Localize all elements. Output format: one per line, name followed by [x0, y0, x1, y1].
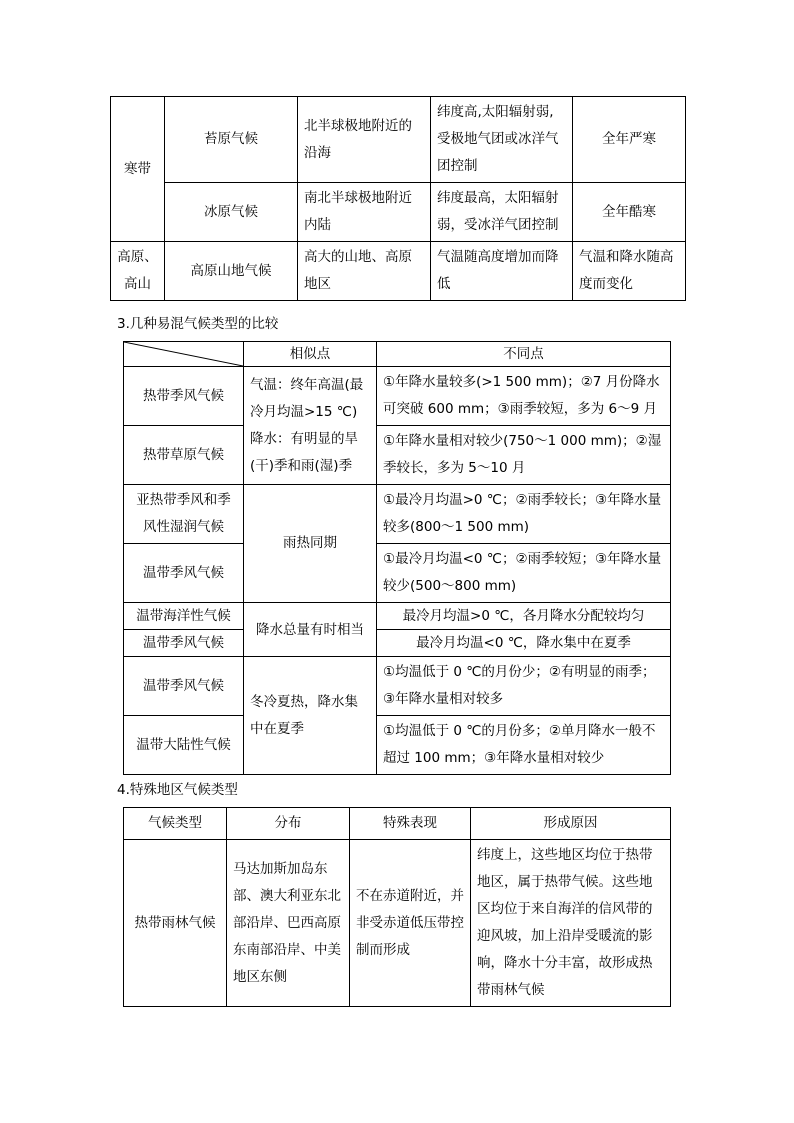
special-climate-table: [123, 807, 671, 1007]
header-cause: 形成原因: [471, 808, 671, 840]
climate-type-cell: 高原山地气候: [165, 242, 298, 301]
header-similarity: 相似点: [244, 342, 377, 367]
climate-table-continued: [110, 96, 686, 301]
header-special: 特殊表现: [350, 808, 471, 840]
feature-cell: 全年严寒: [573, 97, 686, 183]
difference-cell: ①均温低于 0 ℃的月份少；②有明显的雨季；③年降水量相对较多: [377, 657, 671, 716]
climate-type-cell: 热带雨林气候: [124, 840, 227, 1007]
table-row: [111, 242, 686, 301]
cause-cell: 纬度上，这些地区均位于热带地区，属于热带气候。这些地区均位于来自海洋的信风带的迎风坡，加上沿岸受暖流的影响，降水十分丰富，故形成热带雨林气候: [471, 840, 671, 1007]
climate-name-cell: 亚热带季风和季风性湿润气候: [124, 485, 244, 544]
climate-type-cell: 苔原气候: [165, 97, 298, 183]
difference-cell: ①年降水量相对较少(750～1 000 mm)；②湿季较长，多为 5～10 月: [377, 426, 671, 485]
climate-type-cell: 冰原气候: [165, 183, 298, 242]
cause-cell: 纬度高,太阳辐射弱,受极地气团或冰洋气团控制: [431, 97, 573, 183]
distribution-cell: 南北半球极地附近内陆: [298, 183, 431, 242]
climate-name-cell: 热带草原气候: [124, 426, 244, 485]
similarity-cell: 气温：终年高温(最冷月均温>15 ℃)降水：有明显的旱(干)季和雨(湿)季: [244, 367, 377, 485]
table-row: [124, 603, 671, 630]
header-row: [124, 808, 671, 840]
difference-cell: 最冷月均温>0 ℃，各月降水分配较均匀: [377, 603, 671, 630]
difference-cell: ①最冷月均温>0 ℃；②雨季较长；③年降水量较多(800～1 500 mm): [377, 485, 671, 544]
table-row: [111, 183, 686, 242]
feature-cell: 气温和降水随高度而变化: [573, 242, 686, 301]
special-cell: 不在赤道附近，并非受赤道低压带控制而形成: [350, 840, 471, 1007]
table-row: [124, 485, 671, 544]
table-row: [124, 657, 671, 716]
climate-name-cell: 热带季风气候: [124, 367, 244, 426]
diagonal-header-cell: [124, 342, 244, 367]
climate-name-cell: 温带季风气候: [124, 630, 244, 657]
difference-cell: ①最冷月均温<0 ℃；②雨季较短；③年降水量较少(500～800 mm): [377, 544, 671, 603]
diagonal-line-icon: [124, 342, 243, 366]
header-distribution: 分布: [227, 808, 350, 840]
table-row: [124, 630, 671, 657]
similarity-cell: 冬冷夏热，降水集中在夏季: [244, 657, 377, 775]
table-row: [124, 716, 671, 775]
difference-cell: 最冷月均温<0 ℃，降水集中在夏季: [377, 630, 671, 657]
header-row: [124, 342, 671, 367]
feature-cell: 全年酷寒: [573, 183, 686, 242]
section3-title: 3.几种易混气候类型的比较: [117, 316, 279, 332]
table-row: [124, 367, 671, 426]
table-row: [124, 544, 671, 603]
table-row: [124, 426, 671, 485]
climate-name-cell: 温带大陆性气候: [124, 716, 244, 775]
climate-name-cell: 温带海洋性气候: [124, 603, 244, 630]
header-type: 气候类型: [124, 808, 227, 840]
cause-cell: 纬度最高，太阳辐射弱，受冰洋气团控制: [431, 183, 573, 242]
difference-cell: ①年降水量较多(>1 500 mm)；②7 月份降水可突破 600 mm；③雨季较短，多为 6～9 月: [377, 367, 671, 426]
difference-cell: ①均温低于 0 ℃的月份多；②单月降水一般不超过 100 mm；③年降水量相对较少: [377, 716, 671, 775]
climate-name-cell: 温带季风气候: [124, 657, 244, 716]
cause-cell: 气温随高度增加而降低: [431, 242, 573, 301]
zone-cell: 寒带: [111, 97, 165, 242]
header-difference: 不同点: [377, 342, 671, 367]
similarity-cell: 雨热同期: [244, 485, 377, 603]
section4-title: 4.特殊地区气候类型: [117, 782, 238, 798]
climate-name-cell: 温带季风气候: [124, 544, 244, 603]
distribution-cell: 高大的山地、高原地区: [298, 242, 431, 301]
distribution-cell: 马达加斯加岛东部、澳大利亚东北部沿岸、巴西高原东南部沿岸、中美地区东侧: [227, 840, 350, 1007]
table-row: [124, 840, 671, 1007]
zone-cell: 高原、高山: [111, 242, 165, 301]
similarity-cell: 降水总量有时相当: [244, 603, 377, 657]
comparison-table: [123, 341, 671, 775]
distribution-cell: 北半球极地附近的沿海: [298, 97, 431, 183]
table-row: [111, 97, 686, 183]
